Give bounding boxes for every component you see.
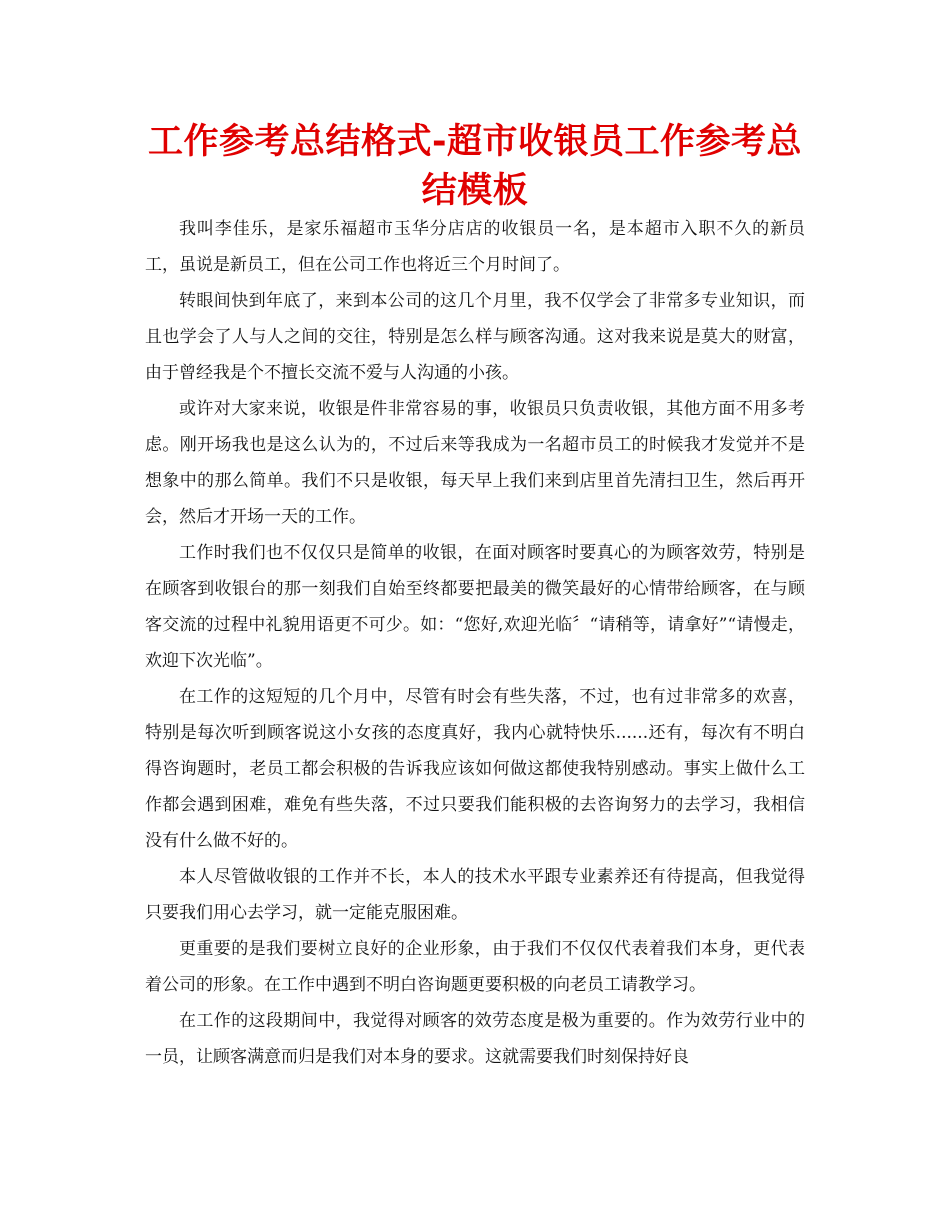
paragraph: 我叫李佳乐，是家乐福超市玉华分店店的收银员一名，是本超市入职不久的新员工，虽说是新员工，但在公司工作也将近三个月时间了。 — [145, 219, 805, 275]
paragraph: 在工作的这段期间中，我觉得对顾客的效劳态度是极为重要的。作为效劳行业中的一员，让顾客满意而归是我们对本身的要求。这就需要我们时刻保持好良 — [145, 1011, 805, 1067]
paragraph: 更重要的是我们要树立良好的企业形象，由于我们不仅仅代表着我们本身，更代表着公司的形象。在工作中遇到不明白咨询题更要积极的向老员工请教学习。 — [145, 939, 805, 995]
paragraph: 本人尽管做收银的工作并不长，本人的技术水平跟专业素养还有待提高，但我觉得只要我们用心去学习，就一定能克服困难。 — [145, 867, 805, 923]
paragraph: 转眼间快到年底了，来到本公司的这几个月里，我不仅学会了非常多专业知识，而且也学会了人与人之间的交往，特别是怎么样与顾客沟通。这对我来说是莫大的财富，由于曾经我是个不擅长交流不爱与人沟通的小孩。 — [145, 291, 805, 383]
document-body — [145, 211, 805, 1075]
paragraph: 工作时我们也不仅仅只是简单的收银，在面对顾客时要真心的为顾客效劳，特别是在顾客到收银台的那一刻我们自始至终都要把最美的微笑最好的心情带给顾客，在与顾客交流的过程中礼貌用语更不可少。如：“您好,欢迎光临〞“请稍等，请拿好”“请慢走，欢迎下次光临”。 — [145, 543, 805, 671]
paragraph: 在工作的这短短的几个月中，尽管有时会有些失落，不过，也有过非常多的欢喜，特别是每次听到顾客说这小女孩的态度真好，我内心就特快乐......还有，每次有不明白得咨询题时，老员工都会积极的告诉我应该如何做这都使我特别感动。事实上做什么工作都会遇到困难，难免有些失落，不过只要我们能积极的去咨询努力的去学习，我相信没有什么做不好的。 — [145, 687, 805, 851]
document-title: 工作参考总结格式-超市收银员工作参考总结模板 — [147, 122, 803, 211]
paragraph: 或许对大家来说，收银是件非常容易的事，收银员只负责收银，其他方面不用多考虑。刚开场我也是这么认为的，不过后来等我成为一名超市员工的时候我才发觉并不是想象中的那么简单。我们不只是收银，每天早上我们来到店里首先清扫卫生，然后再开会，然后才开场一天的工作。 — [145, 399, 805, 527]
